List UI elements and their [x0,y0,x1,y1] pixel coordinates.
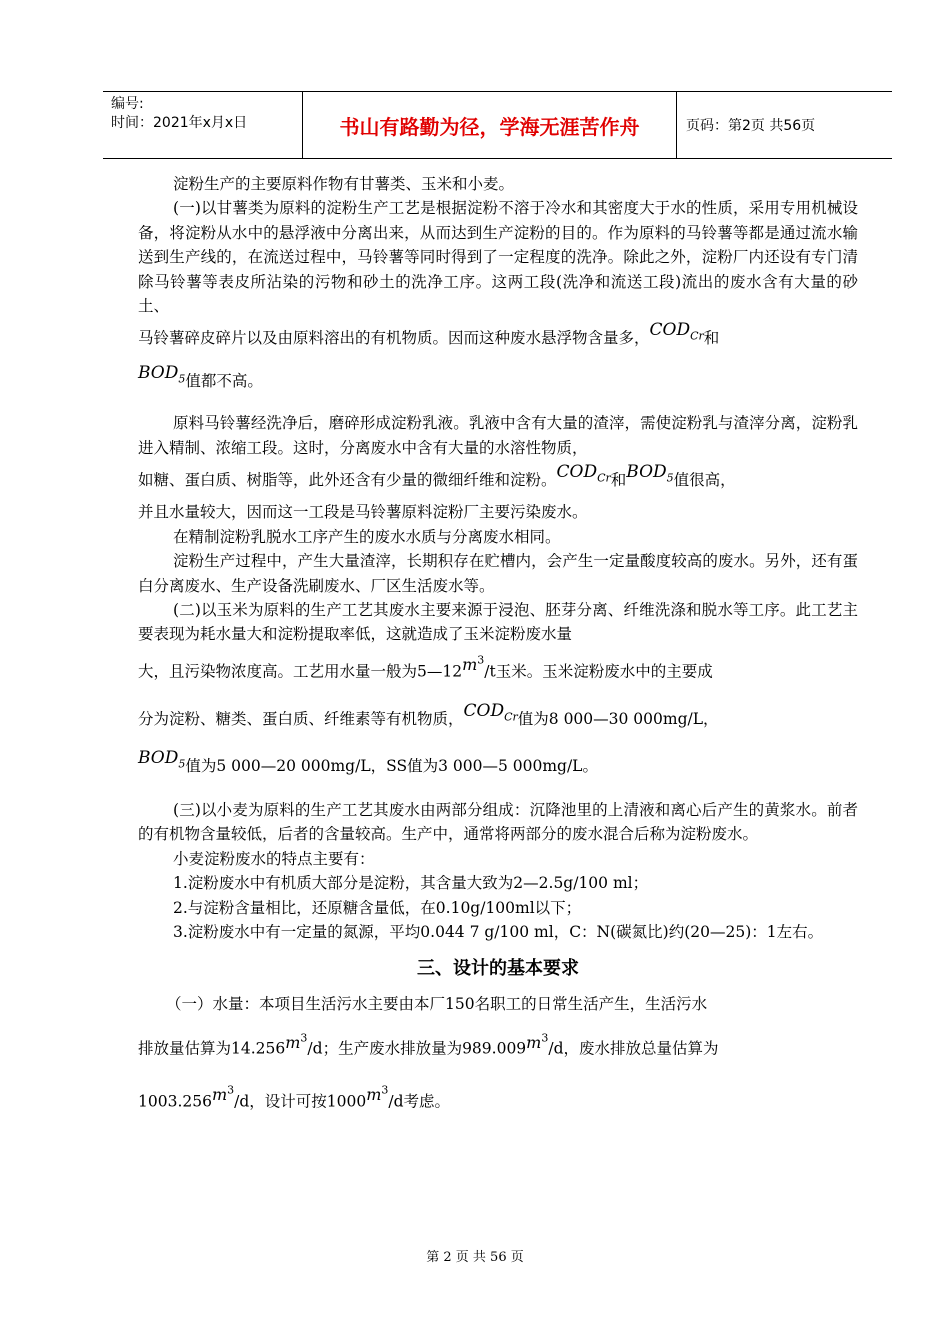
formula-cod: $COD_{Cr}$ [463,701,518,724]
text-run: 1003.256 [138,1092,212,1111]
text-run: /d，设计可按1000 [234,1092,367,1111]
formula-cod: $COD_{Cr}$ [556,462,611,485]
paragraph [138,746,858,792]
paragraph: 淀粉生产的主要原料作物有甘薯类、玉米和小麦。 [173,175,515,193]
unit-m3: $m^3$ [211,1083,235,1105]
text-run: 如糖、蛋白质、树脂等，此外还含有少量的微细纤维和淀粉。 [138,471,557,490]
paragraph [138,647,858,691]
text-run: 和 [610,471,627,490]
list-item: 3.淀粉废水中有一定量的氮源，平均0.044 7 g/100 ml，C：N(碳氮比)约(20—25)：1左右。 [173,923,824,941]
paragraph: 淀粉生产过程中，产生大量渣滓，长期积存在贮槽内，会产生一定量酸度较高的废水。另外，还有蛋白分离废水、生产设备洗刷废水、厂区生活废水等。 [138,552,858,595]
header-motto: 书山有路勤为径，学海无涯苦作舟 [303,92,677,158]
number-label: 编号: [111,96,144,112]
paragraph: （一）水量：本项目生活污水主要由本厂150名职工的日常生活产生，生活污水 [166,995,708,1014]
list-item: 1.淀粉废水中有机质大部分是淀粉，其含量大致为2—2.5g/100 ml； [173,874,649,893]
formula-bod: $BOD_5$ [138,747,186,770]
text-run: /d考虑。 [388,1092,451,1111]
text-run: 值为5 000—20 000mg/L，SS值为3 000—5 000mg/L。 [185,756,598,775]
text-run: 和 [703,329,720,348]
formula-bod: $BOD_5$ [626,462,674,485]
paragraph [138,1024,858,1068]
paragraph: (一)以甘薯类为原料的淀粉生产工艺是根据淀粉不溶于冷水和其密度大于水的性质，采用专用机械设备，将淀粉从水中的悬浮液中分离出来，从而达到生产淀粉的目的。作为原料的马铃薯等都是通过流水输送到生产线的，在流送过程中，马铃薯等同时得到了一定程度的洗净。除此之外，淀粉厂内还设有专门清除马铃薯等表皮所沾染的污物和砂土的洗净工序。这两工段(洗净和流送工段)流出的废水含有大量的砂土、 [138,199,858,316]
paragraph: 在精制淀粉乳脱水工序产生的废水水质与分离废水相同。 [173,527,561,546]
text-run: 分为淀粉、糖类、蛋白质、纤维素等有机物质， [138,710,464,729]
text-run: /d；生产废水排放量为989.009 [307,1039,527,1058]
time-label: 时间：2021年x月x日 [111,115,248,131]
section-heading: 三、设计的基本要求 [417,958,579,980]
paragraph [138,699,858,745]
paragraph: 原料马铃薯经洗净后，磨碎形成淀粉乳液。乳液中含有大量的渣滓，需使淀粉乳与渣滓分离，淀粉乳进入精制、浓缩工段。这时，分离废水中含有大量的水溶性物质， [138,414,858,457]
text-run: 大，且污染物浓度高。工艺用水量一般为5—12 [138,662,463,681]
paragraph [138,361,858,407]
paragraph: 并且水量较大，因而这一工段是马铃薯原料淀粉厂主要污染废水。 [138,503,588,522]
text-run: /d，废水排放总量估算为 [548,1039,719,1058]
formula-cod: $COD_{Cr}$ [649,320,704,343]
unit-m3: $m^3$ [366,1083,389,1105]
text-run: 值为8 000—30 000mg/L， [517,710,719,729]
unit-m3: $m^3$ [462,653,485,675]
paragraph [138,1077,858,1121]
paragraph: (二)以玉米为原料的生产工艺其废水主要来源于浸泡、胚芽分离、纤维洗涤和脱水等工序。此工艺主要表现为耗水量大和淀粉提取率低，这就造成了玉米淀粉废水量 [138,601,858,644]
text-run: 排放量估算为14.256 [138,1039,286,1058]
formula-bod: $BOD_5$ [138,362,186,386]
text-run: /t玉米。玉米淀粉废水中的主要成 [484,662,713,681]
paragraph: (三)以小麦为原料的生产工艺其废水由两部分组成：沉降池里的上清液和离心后产生的黄浆水。前者的有机物含量较低，后者的含量较高。生产中，通常将两部分的废水混合后称为淀粉废水。 [138,800,858,844]
page-footer: 第 2 页 共 56 页 [426,1250,524,1265]
header-meta-cell [103,92,303,158]
list-item: 2.与淀粉含量相比，还原糖含量低，在0.10g/100ml以下； [173,898,582,917]
paragraph: 小麦淀粉废水的特点主要有： [173,849,375,868]
header-page-info: 页码：第2页 共56页 [686,118,816,134]
unit-m3: $m^3$ [526,1031,549,1052]
unit-m3: $m^3$ [285,1031,308,1052]
text-run: 值都不高。 [185,371,263,390]
paragraph [138,318,858,364]
text-run: 值很高， [673,471,736,490]
text-run: 马铃薯碎皮碎片以及由原料溶出的有机物质。因而这种废水悬浮物含量多， [138,329,650,348]
document-body [138,172,858,1121]
header-table [103,91,892,159]
